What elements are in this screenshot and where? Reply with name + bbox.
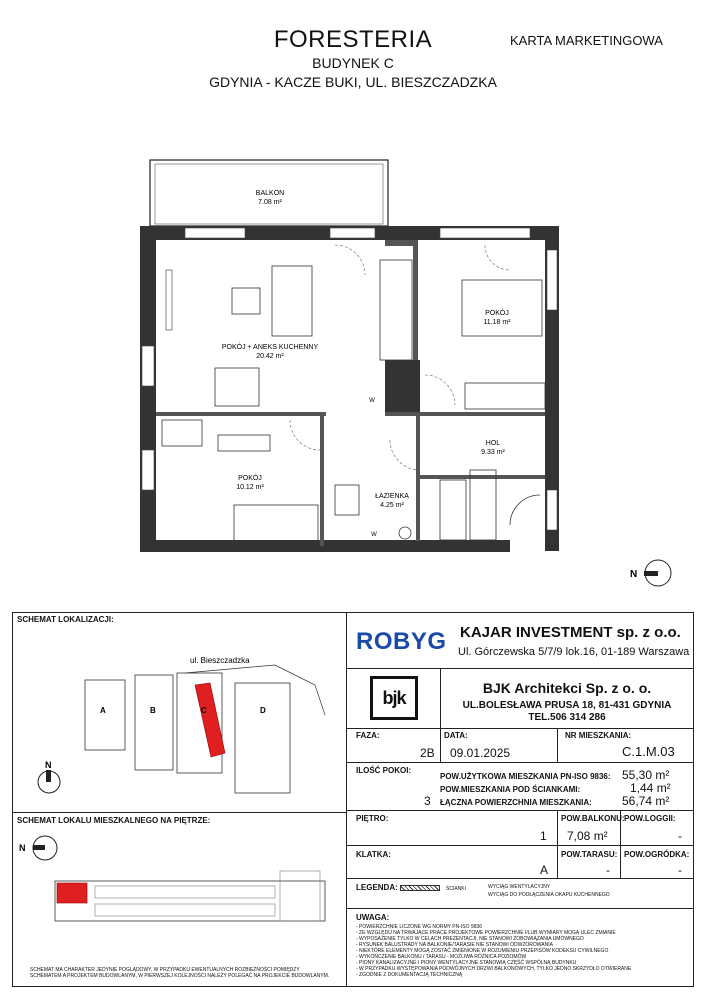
balkon-label: BALKON bbox=[255, 190, 285, 197]
building-b: B bbox=[150, 706, 156, 715]
ps-label: POW.MIESZKANIA POD ŚCIANKAMI: bbox=[440, 785, 581, 794]
living-area: 20.42 m² bbox=[256, 353, 284, 360]
architect-phone: TEL.506 314 286 bbox=[528, 712, 606, 723]
nr-value: C.1.M.03 bbox=[622, 744, 675, 759]
walls-hatch-icon bbox=[400, 885, 440, 891]
bedroom-b-area: 10.12 m² bbox=[236, 484, 264, 491]
selected-unit bbox=[57, 883, 87, 903]
loggia-value: - bbox=[678, 829, 682, 843]
pu-label: POW.UŻYTKOWA MIESZKANIA PN-ISO 9836: bbox=[440, 772, 611, 781]
taras-value: - bbox=[606, 863, 610, 877]
legend-walls: ŚCIANKI bbox=[446, 886, 467, 892]
location-schema-title: SCHEMAT LOKALIZACJI: bbox=[17, 615, 114, 624]
notes-title: UWAGA: bbox=[356, 913, 390, 922]
pl-value: 56,74 m² bbox=[622, 794, 670, 808]
bedroom-a-label: POKÓJ bbox=[485, 310, 509, 317]
outer-wall-bottom bbox=[140, 540, 510, 552]
bedroom-b-label: POKÓJ bbox=[238, 475, 262, 482]
svg-text:N: N bbox=[45, 760, 52, 770]
bathroom-label: ŁAZIENKA bbox=[375, 493, 409, 500]
hall-label: HOL bbox=[485, 440, 501, 447]
pietro-value: 1 bbox=[540, 829, 547, 843]
nr-label: NR MIESZKANIA: bbox=[565, 731, 632, 740]
building-a: A bbox=[100, 706, 106, 715]
bathroom-area: 4.25 m² bbox=[380, 502, 404, 509]
building-d: D bbox=[260, 706, 266, 715]
pietro-label: PIĘTRO: bbox=[356, 814, 389, 823]
bedroom-a-area: 11.18 m² bbox=[483, 319, 511, 326]
ogrodek-label: POW.OGRÓDKA: bbox=[624, 850, 690, 859]
klatka-value: A bbox=[540, 863, 549, 877]
location-compass-icon bbox=[38, 760, 60, 793]
balkon-area-value: 7,08 m² bbox=[567, 829, 608, 843]
project-title: FORESTERIA bbox=[273, 26, 433, 53]
loggia-label: POW.LOGGII: bbox=[624, 814, 676, 823]
floor-schema-note: SCHEMAT MA CHARAKTER JEDYNIE POGLĄDOWY, W PRZYPADKU EWENTUALNYCH ROZBIEŻNOŚCI POMIĘDZY SCHEMATEM A PROJEKTEM BUDOWLANYM, W PIERWSZEJ KOLEJNOŚCI NALEŻY POLEGAĆ NA PROJEKCIE BUDOWLANYM. bbox=[30, 967, 330, 979]
architect-address: UL.BOLESŁAWA PRUSA 18, 81-431 GDYNIA bbox=[462, 700, 672, 711]
klatka-label: KLATKA: bbox=[356, 850, 391, 859]
pokoje-label: ILOŚĆ POKOI: bbox=[356, 766, 412, 775]
street-name: ul. Bieszczadzka bbox=[190, 656, 250, 665]
legend-title: LEGENDA: bbox=[356, 883, 398, 892]
faza-value: 2B bbox=[420, 746, 435, 760]
outer-wall-left bbox=[140, 226, 156, 551]
legend-vent: WYCIĄG WENTYLACYJNY bbox=[488, 884, 551, 890]
pokoje-value: 3 bbox=[424, 794, 431, 808]
ps-value: 1,44 m² bbox=[630, 781, 671, 795]
ogrodek-value: - bbox=[678, 863, 682, 877]
shaft bbox=[385, 360, 420, 416]
developer-address: Ul. Górczewska 5/7/9 lok.16, 01-189 Warszawa bbox=[458, 646, 690, 658]
data-value: 09.01.2025 bbox=[450, 746, 511, 760]
balkon-area: 7.08 m² bbox=[258, 199, 282, 206]
robyg-logo: ROBYG bbox=[356, 628, 447, 655]
living-label: POKÓJ + ANEKS KUCHENNY bbox=[221, 344, 319, 351]
legend-hood: WYCIĄG DO PODŁĄCZENIA OKAPU KUCHENNEGO bbox=[488, 892, 610, 898]
svg-text:N: N bbox=[19, 843, 26, 853]
location-line: GDYNIA - KACZE BUKI, UL. BIESZCZADZKA bbox=[209, 74, 497, 90]
floor-schema-title: SCHEMAT LOKALU MIESZKALNEGO NA PIĘTRZE: bbox=[17, 816, 211, 825]
vent-mark-bath: W bbox=[371, 532, 377, 538]
architect-name: BJK Architekci Sp. z o. o. bbox=[482, 680, 652, 696]
notes-list: - POWIERZCHNIE LICZONE WG NORMY PN-ISO 9836 - ZE WZGLĘDU NA TRWAJĄCE PRACE PROJEKTOWE POWIERZCHNIE I/LUB WYMIARY MOGĄ ULEC ZMIANIE - WYPOSAŻENIE TYLKO W CELACH PREZENTACJI, NIE STANOWI ZOBOWIĄZANIA UMOWNEGO - RYSUNEK BALUSTRADY NA BALKONIE/TARASIE NIE STANOWI ODWZOROWANIA - NIEKTÓRE ELEMENTY MOGĄ ZOSTAĆ ZMIENIONE W ROZUMIENIU PRZEPISÓW KODEKSU CYWILNEGO - WYKOŃCZENIE BALKONU / TARASU - MOŻLIWA RÓŻNICA POZIOMÓW - PIONY KANALIZACYJNE I PIONY WENTYLACYJNE STANOWIĄ CZĘŚĆ WSPÓLNĄ BUDYNKU - W PRZYPADKU WYSTĘPOWANIA PODWÓJNYCH DRZWI BALKONOWYCH, TYLKO JEDNO SKRZYDŁO OTWIERANE - ZGODNIE Z DOKUMENTACJĄ TECHNICZNĄ bbox=[356, 924, 632, 978]
pl-label: ŁĄCZNA POWIERZCHNIA MIESZKANIA: bbox=[440, 798, 592, 807]
vent-mark: W bbox=[369, 398, 375, 404]
selected-building bbox=[195, 683, 225, 757]
floor-compass-icon bbox=[19, 836, 57, 860]
building-c: C bbox=[201, 706, 207, 715]
data-label: DATA: bbox=[444, 731, 468, 740]
pu-value: 55,30 m² bbox=[622, 768, 670, 782]
compass-n: N bbox=[630, 569, 638, 580]
compass-icon bbox=[630, 560, 671, 586]
bjk-logo: bjk bbox=[370, 676, 418, 720]
floor-schema-map bbox=[15, 826, 345, 961]
faza-label: FAZA: bbox=[356, 731, 380, 740]
floor-plan bbox=[0, 150, 706, 590]
taras-label: POW.TARASU: bbox=[561, 850, 618, 859]
location-schema-map bbox=[15, 625, 345, 810]
hall-area: 9.33 m² bbox=[481, 449, 505, 456]
balkon-area-label: POW.BALKONU: bbox=[561, 814, 625, 823]
card-label: KARTA MARKETINGOWA bbox=[510, 33, 663, 48]
developer-name: KAJAR INVESTMENT sp. z o.o. bbox=[460, 624, 681, 641]
building-name: BUDYNEK C bbox=[312, 55, 394, 71]
